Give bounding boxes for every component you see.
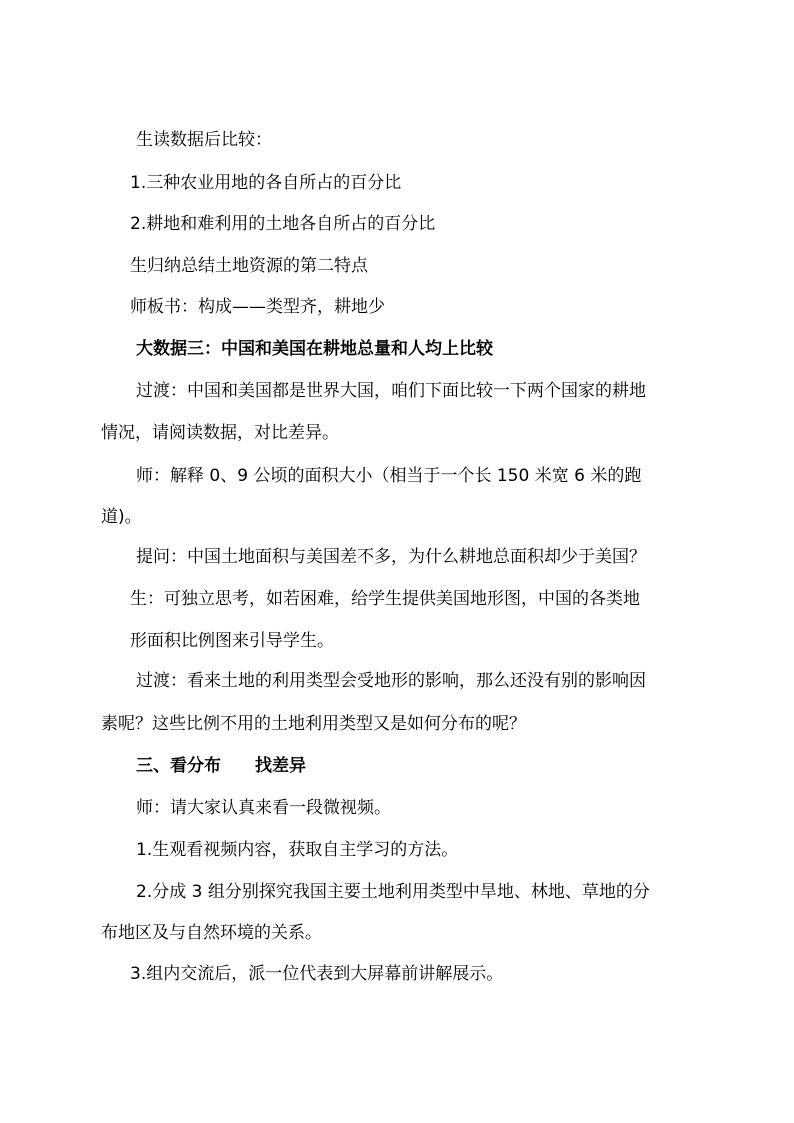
text-line: 形面积比例图来引导学生。: [130, 631, 334, 651]
list-item: 3.组内交流后，派一位代表到大屏幕前讲解展示。: [130, 964, 504, 984]
text-line: 生归纳总结土地资源的第二特点: [130, 256, 368, 276]
list-item: 1.生观看视频内容，获取自主学习的方法。: [136, 840, 459, 860]
section-heading: 大数据三：中国和美国在耕地总量和人均上比较: [136, 339, 493, 359]
text-line: 师：请大家认真来看一段微视频。: [136, 798, 391, 818]
text-line: 过渡：看来土地的利用类型会受地形的影响，那么还没有别的影响因: [136, 671, 646, 691]
list-item-continuation: 布地区及与自然环境的关系。: [101, 923, 322, 943]
text-line: 师板书：构成——类型齐，耕地少: [130, 297, 385, 317]
text-line: 情况，请阅读数据，对比差异。: [101, 423, 339, 443]
text-line: 提问：中国土地面积与美国差不多，为什么耕地总面积却少于美国？: [136, 547, 646, 567]
list-item: 2.耕地和难利用的土地各自所占的百分比: [130, 214, 436, 234]
text-line: 道)。: [101, 507, 142, 527]
text-line: 生读数据后比较：: [136, 130, 272, 150]
section-heading: 三、看分布 找差异: [136, 756, 306, 776]
list-item: 2.分成 3 组分别探究我国主要土地利用类型中旱地、林地、草地的分: [136, 882, 650, 902]
text-line: 师：解释 0、9 公顷的面积大小（相当于一个长 150 米宽 6 米的跑: [136, 466, 642, 486]
text-line: 素呢？这些比例不用的土地利用类型又是如何分布的呢？: [101, 714, 526, 734]
text-line: 生：可独立思考，如若困难，给学生提供美国地形图，中国的各类地: [130, 589, 640, 609]
text-line: 过渡：中国和美国都是世界大国，咱们下面比较一下两个国家的耕地: [136, 381, 646, 401]
list-item: 1.三种农业用地的各自所占的百分比: [130, 173, 402, 193]
